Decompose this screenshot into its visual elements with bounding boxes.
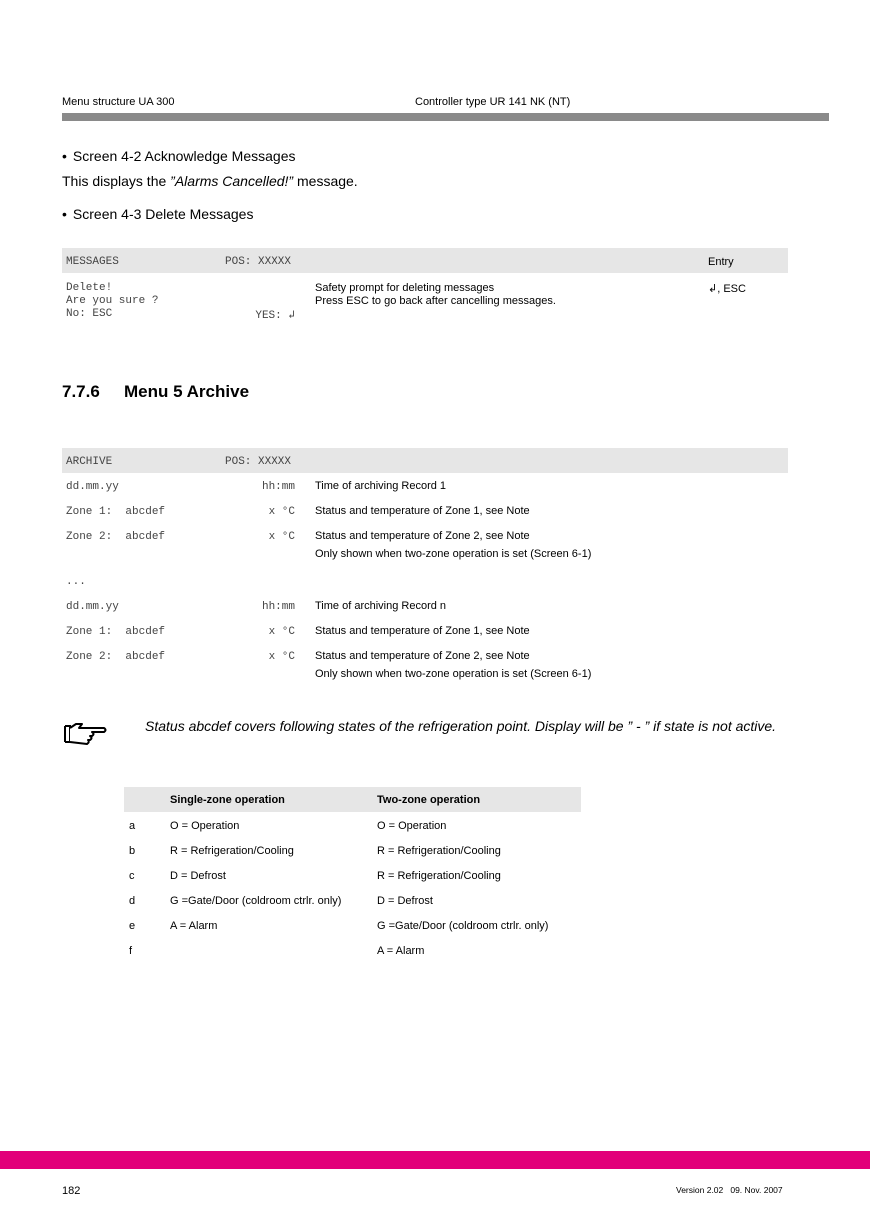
header-left: Menu structure UA 300 [62, 96, 175, 108]
header-bar [62, 113, 829, 121]
archive-row-ellipsis: ... [66, 576, 86, 588]
archive-row-2-desc: Status and temperature of Zone 1, see Note [315, 505, 530, 517]
page-number: 182 [62, 1185, 81, 1197]
status-row-3-key: c [129, 870, 135, 882]
messages-desc-line-2: Press ESC to go back after cancelling messages. [315, 295, 556, 307]
archive-title: ARCHIVE [66, 456, 113, 468]
archive-row-3-left: Zone 2: abcdef [66, 531, 166, 543]
status-row-4-key: d [129, 895, 136, 907]
status-header-two: Two-zone operation [377, 794, 481, 806]
archive-row-6-left: Zone 1: abcdef [66, 626, 166, 638]
status-row-6-two: A = Alarm [377, 945, 425, 957]
messages-yes: YES: ↲ [255, 310, 295, 322]
status-row-5-two: G =Gate/Door (coldroom ctrlr. only) [377, 920, 549, 932]
status-row-2-key: b [129, 845, 136, 857]
archive-row-5-right: hh:mm [261, 601, 295, 613]
status-row-5-key: e [129, 920, 136, 932]
archive-row-6-desc: Status and temperature of Zone 1, see Note [315, 625, 530, 637]
archive-row-2-right: x °C [268, 506, 295, 518]
archive-row-1-right: hh:mm [261, 481, 295, 493]
messages-display-line-2: Are you sure ? [66, 295, 159, 307]
messages-table-header [62, 248, 788, 273]
status-row-4-single: G =Gate/Door (coldroom ctrlr. only) [170, 895, 342, 907]
section-heading [62, 382, 249, 402]
messages-title: MESSAGES [66, 256, 119, 268]
header-center: Controller type UR 141 NK (NT) [415, 96, 571, 108]
note-text: Status abcdef covers following states of the refrigeration point. Display will be ” - ” if state is not active. [145, 718, 777, 734]
messages-entry: ↲, ESC [708, 283, 746, 295]
archive-row-3-right: x °C [268, 531, 295, 543]
section-number: 7.7.6 [62, 382, 100, 401]
screen-4-2-bullet: • Screen 4-2 Acknowledge Messages [62, 148, 295, 164]
archive-row-7-left: Zone 2: abcdef [66, 651, 166, 663]
status-row-1-single: O = Operation [170, 820, 240, 832]
archive-row-1-left: dd.mm.yy [66, 481, 119, 493]
version-info: Version 2.02 09. Nov. 2007 [676, 1185, 783, 1195]
status-row-6-key: f [129, 945, 133, 957]
status-row-2-single: R = Refrigeration/Cooling [170, 845, 294, 857]
archive-pos: POS: XXXXX [225, 456, 292, 468]
archive-row-1-desc: Time of archiving Record 1 [315, 480, 447, 492]
screen-4-2-text: This displays the ”Alarms Cancelled!” message. [62, 173, 358, 189]
messages-display-line-3: No: ESC [66, 308, 113, 320]
messages-pos: POS: XXXXX [225, 256, 292, 268]
archive-row-6-right: x °C [268, 626, 295, 638]
pointing-hand-icon [62, 720, 108, 746]
archive-row-7-right: x °C [268, 651, 295, 663]
archive-row-3-desc2: Only shown when two-zone operation is set (Screen 6-1) [315, 548, 592, 560]
archive-row-7-desc2: Only shown when two-zone operation is set (Screen 6-1) [315, 668, 592, 680]
footer-accent-bar [0, 1151, 870, 1169]
messages-display-line-1: Delete! [66, 282, 113, 294]
messages-desc-line-1: Safety prompt for deleting messages [315, 282, 495, 294]
status-row-2-two: R = Refrigeration/Cooling [377, 845, 501, 857]
archive-table-header [62, 448, 788, 473]
archive-row-5-left: dd.mm.yy [66, 601, 119, 613]
status-header-single: Single-zone operation [170, 794, 285, 806]
screen-4-3-bullet: • Screen 4-3 Delete Messages [62, 206, 253, 222]
status-row-4-two: D = Defrost [377, 895, 433, 907]
status-row-5-single: A = Alarm [170, 920, 218, 932]
status-row-3-single: D = Defrost [170, 870, 226, 882]
archive-row-3-desc: Status and temperature of Zone 2, see Note [315, 530, 530, 542]
archive-row-5-desc: Time of archiving Record n [315, 600, 447, 612]
status-row-3-two: R = Refrigeration/Cooling [377, 870, 501, 882]
section-title: Menu 5 Archive [124, 382, 250, 401]
messages-entry-header: Entry [708, 256, 734, 268]
archive-row-7-desc: Status and temperature of Zone 2, see Note [315, 650, 530, 662]
archive-row-2-left: Zone 1: abcdef [66, 506, 166, 518]
status-row-1-two: O = Operation [377, 820, 447, 832]
status-row-1-key: a [129, 820, 136, 832]
